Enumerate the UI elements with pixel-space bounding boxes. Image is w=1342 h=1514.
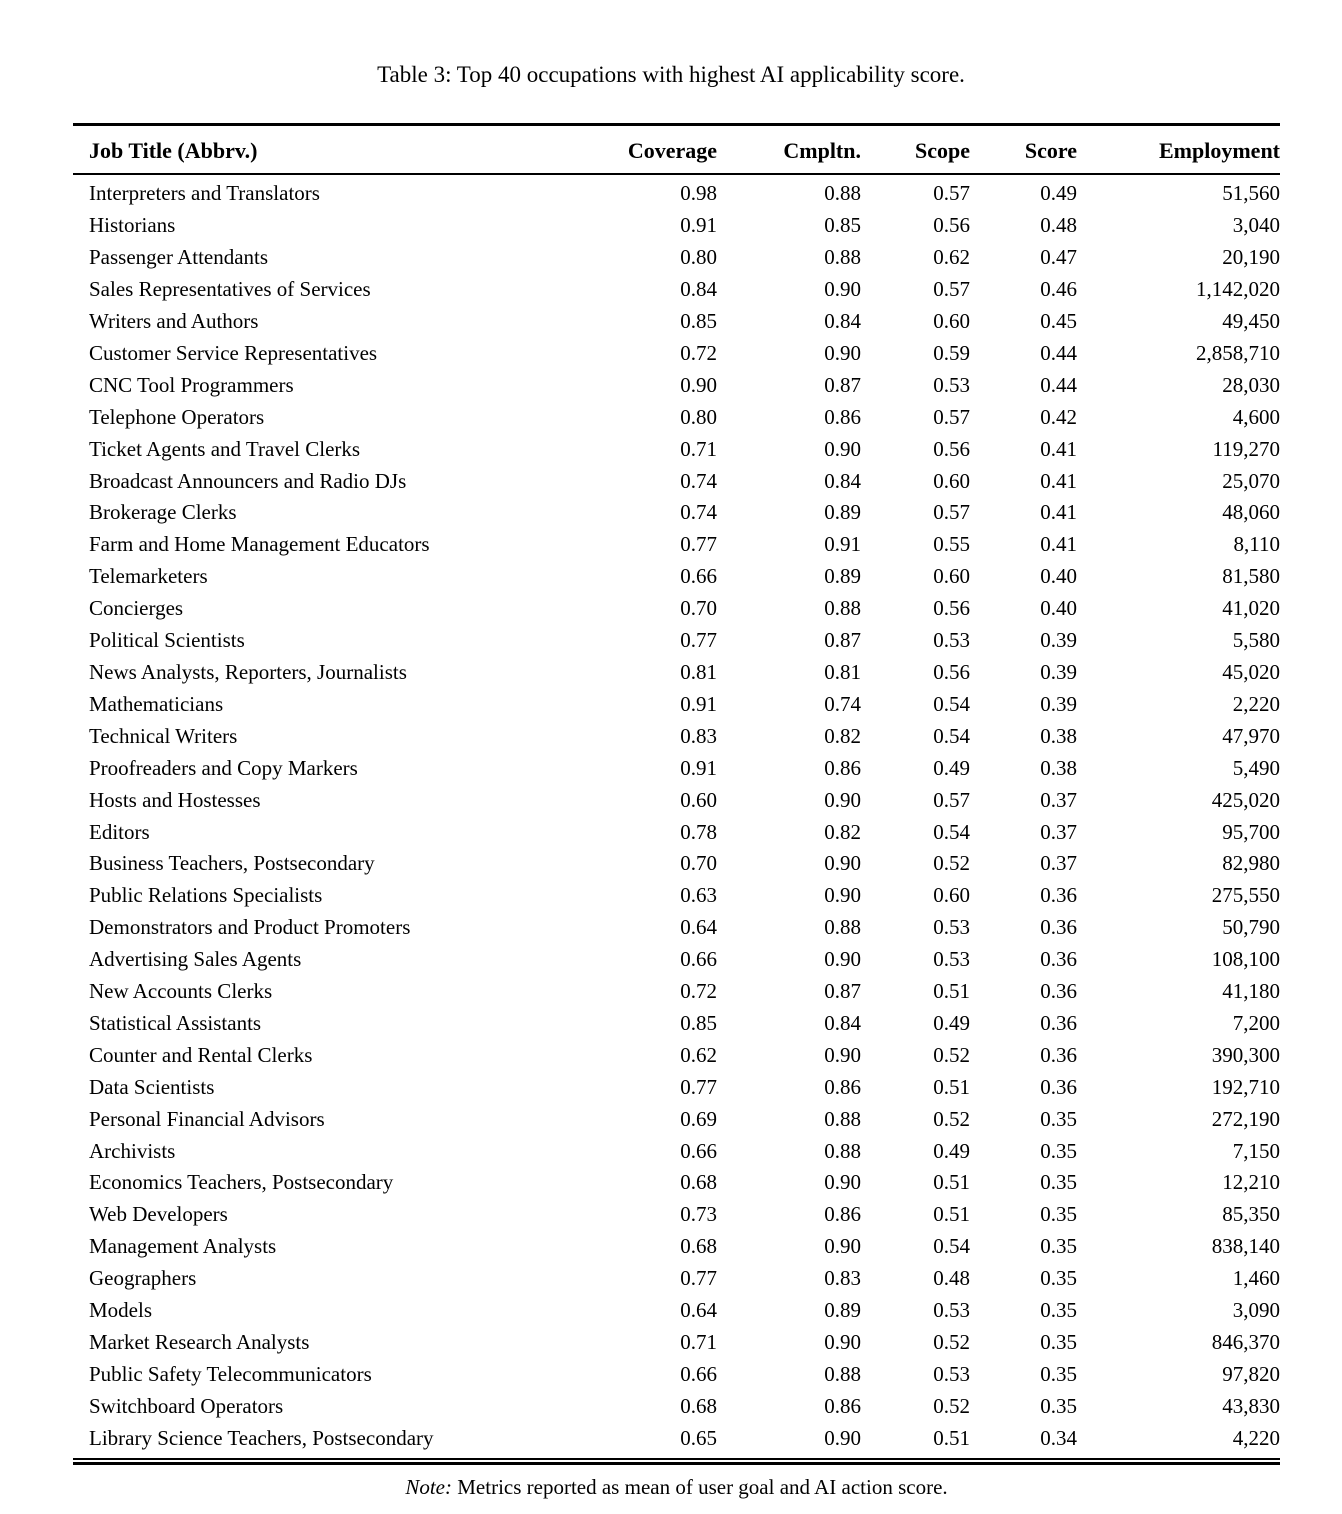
- scope-cell: 0.53: [933, 1298, 970, 1323]
- score-cell: 0.40: [1040, 564, 1077, 589]
- score-cell: 0.38: [1040, 723, 1077, 748]
- coverage-cell: 0.77: [680, 532, 717, 557]
- employment-cell: 20,190: [1222, 245, 1280, 270]
- employment-cell: 81,580: [1222, 564, 1280, 589]
- score-cell: 0.35: [1040, 1138, 1077, 1163]
- job-title-cell: Geographers: [89, 1266, 197, 1291]
- table-row: [73, 1167, 1280, 1199]
- table-row: [73, 1423, 1280, 1458]
- employment-cell: 45,020: [1222, 659, 1280, 684]
- cmpltn-cell: 0.90: [824, 1425, 861, 1450]
- coverage-cell: 0.77: [680, 1074, 717, 1099]
- score-cell: 0.36: [1040, 883, 1077, 908]
- table-row: [73, 306, 1280, 338]
- coverage-cell: 0.66: [680, 1361, 717, 1386]
- employment-cell: 4,600: [1232, 404, 1280, 429]
- score-cell: 0.35: [1040, 1298, 1077, 1323]
- column-header-employment: Employment: [1077, 125, 1280, 175]
- coverage-cell: 0.77: [680, 1266, 717, 1291]
- occupations-table: [73, 123, 1280, 1458]
- scope-cell: 0.57: [933, 500, 970, 525]
- score-cell: 0.36: [1040, 1074, 1077, 1099]
- job-title-cell: Public Relations Specialists: [89, 883, 323, 908]
- cmpltn-cell: 0.83: [824, 1266, 861, 1291]
- scope-cell: 0.52: [933, 1393, 970, 1418]
- table-body: [73, 174, 1280, 1457]
- coverage-cell: 0.81: [680, 659, 717, 684]
- coverage-cell: 0.66: [680, 564, 717, 589]
- job-title-cell: Telemarketers: [89, 564, 208, 589]
- employment-cell: 5,490: [1232, 755, 1280, 780]
- table-bottom-rule: [73, 1458, 1280, 1465]
- cmpltn-cell: 0.90: [824, 340, 861, 365]
- job-title-cell: Telephone Operators: [89, 404, 265, 429]
- scope-cell: 0.53: [933, 372, 970, 397]
- employment-cell: 49,450: [1222, 309, 1280, 334]
- coverage-cell: 0.66: [680, 947, 717, 972]
- job-title-cell: Statistical Assistants: [89, 1010, 262, 1035]
- table-row: [73, 1072, 1280, 1104]
- scope-cell: 0.54: [933, 691, 970, 716]
- column-header-score: Score: [970, 125, 1077, 175]
- coverage-cell: 0.68: [680, 1170, 717, 1195]
- employment-cell: 5,580: [1232, 628, 1280, 653]
- coverage-cell: 0.70: [680, 596, 717, 621]
- scope-cell: 0.60: [933, 883, 970, 908]
- job-title-cell: Proofreaders and Copy Markers: [89, 755, 358, 780]
- employment-cell: 25,070: [1222, 468, 1280, 493]
- coverage-cell: 0.91: [680, 691, 717, 716]
- scope-cell: 0.56: [933, 213, 970, 238]
- score-cell: 0.40: [1040, 596, 1077, 621]
- cmpltn-cell: 0.86: [824, 1393, 861, 1418]
- table-row: [73, 1263, 1280, 1295]
- coverage-cell: 0.74: [680, 500, 717, 525]
- job-title-cell: Sales Representatives of Services: [89, 277, 371, 302]
- employment-cell: 47,970: [1222, 723, 1280, 748]
- table-row: [73, 1040, 1280, 1072]
- cmpltn-cell: 0.90: [824, 277, 861, 302]
- job-title-cell: Public Safety Telecommunicators: [89, 1361, 372, 1386]
- table-row: [73, 721, 1280, 753]
- score-cell: 0.39: [1040, 628, 1077, 653]
- job-title-cell: CNC Tool Programmers: [89, 372, 294, 397]
- table-header: [73, 125, 1280, 175]
- job-title-cell: Library Science Teachers, Postsecondary: [89, 1425, 434, 1450]
- cmpltn-cell: 0.86: [824, 1202, 861, 1227]
- cmpltn-cell: 0.90: [824, 883, 861, 908]
- scope-cell: 0.57: [933, 181, 970, 206]
- table-row: [73, 1391, 1280, 1423]
- job-title-cell: Models: [89, 1298, 152, 1323]
- job-title-cell: Broadcast Announcers and Radio DJs: [89, 468, 407, 493]
- table-row: [73, 880, 1280, 912]
- table-row: [73, 912, 1280, 944]
- score-cell: 0.39: [1040, 691, 1077, 716]
- score-cell: 0.36: [1040, 979, 1077, 1004]
- cmpltn-cell: 0.88: [824, 915, 861, 940]
- coverage-cell: 0.68: [680, 1234, 717, 1259]
- score-cell: 0.35: [1040, 1361, 1077, 1386]
- cmpltn-cell: 0.81: [824, 659, 861, 684]
- cmpltn-cell: 0.82: [824, 819, 861, 844]
- coverage-cell: 0.64: [680, 915, 717, 940]
- occupations-table-container: [73, 123, 1280, 1500]
- cmpltn-cell: 0.88: [824, 1106, 861, 1131]
- table-row: [73, 848, 1280, 880]
- score-cell: 0.39: [1040, 659, 1077, 684]
- job-title-cell: Switchboard Operators: [89, 1393, 284, 1418]
- score-cell: 0.47: [1040, 245, 1077, 270]
- cmpltn-cell: 0.86: [824, 755, 861, 780]
- table-row: [73, 1008, 1280, 1040]
- employment-cell: 41,020: [1222, 596, 1280, 621]
- score-cell: 0.35: [1040, 1266, 1077, 1291]
- coverage-cell: 0.91: [680, 755, 717, 780]
- employment-cell: 82,980: [1222, 851, 1280, 876]
- scope-cell: 0.49: [933, 1138, 970, 1163]
- employment-cell: 1,460: [1232, 1266, 1280, 1291]
- employment-cell: 51,560: [1222, 181, 1280, 206]
- cmpltn-cell: 0.90: [824, 851, 861, 876]
- score-cell: 0.41: [1040, 500, 1077, 525]
- scope-cell: 0.62: [933, 245, 970, 270]
- scope-cell: 0.52: [933, 1330, 970, 1355]
- scope-cell: 0.54: [933, 1234, 970, 1259]
- cmpltn-cell: 0.84: [824, 309, 861, 334]
- cmpltn-cell: 0.74: [824, 691, 861, 716]
- score-cell: 0.44: [1040, 340, 1077, 365]
- score-cell: 0.44: [1040, 372, 1077, 397]
- coverage-cell: 0.63: [680, 883, 717, 908]
- employment-cell: 7,150: [1232, 1138, 1280, 1163]
- job-title-cell: Hosts and Hostesses: [89, 787, 261, 812]
- table-row: [73, 593, 1280, 625]
- employment-cell: 425,020: [1211, 787, 1280, 812]
- score-cell: 0.35: [1040, 1202, 1077, 1227]
- table-row: [73, 338, 1280, 370]
- coverage-cell: 0.71: [680, 1330, 717, 1355]
- column-header-cmpltn: Cmpltn.: [717, 125, 861, 175]
- cmpltn-cell: 0.88: [824, 1138, 861, 1163]
- coverage-cell: 0.73: [680, 1202, 717, 1227]
- job-title-cell: Editors: [89, 819, 150, 844]
- table-row: [73, 785, 1280, 817]
- job-title-cell: Archivists: [89, 1138, 176, 1163]
- coverage-cell: 0.84: [680, 277, 717, 302]
- employment-cell: 3,040: [1232, 213, 1280, 238]
- scope-cell: 0.49: [933, 755, 970, 780]
- scope-cell: 0.53: [933, 1361, 970, 1386]
- column-header-job-title: Job Title (Abbrv.): [73, 125, 530, 175]
- job-title-cell: Political Scientists: [89, 628, 245, 653]
- scope-cell: 0.51: [933, 1170, 970, 1195]
- employment-cell: 85,350: [1222, 1202, 1280, 1227]
- cmpltn-cell: 0.86: [824, 1074, 861, 1099]
- cmpltn-cell: 0.89: [824, 1298, 861, 1323]
- cmpltn-cell: 0.87: [824, 979, 861, 1004]
- table-row: [73, 976, 1280, 1008]
- score-cell: 0.36: [1040, 1042, 1077, 1067]
- job-title-cell: Economics Teachers, Postsecondary: [89, 1170, 394, 1195]
- table-row: [73, 1104, 1280, 1136]
- cmpltn-cell: 0.88: [824, 245, 861, 270]
- cmpltn-cell: 0.90: [824, 947, 861, 972]
- coverage-cell: 0.71: [680, 436, 717, 461]
- coverage-cell: 0.85: [680, 1010, 717, 1035]
- score-cell: 0.37: [1040, 851, 1077, 876]
- scope-cell: 0.56: [933, 436, 970, 461]
- employment-cell: 43,830: [1222, 1393, 1280, 1418]
- table-row: [73, 370, 1280, 402]
- score-cell: 0.41: [1040, 436, 1077, 461]
- coverage-cell: 0.83: [680, 723, 717, 748]
- scope-cell: 0.60: [933, 468, 970, 493]
- employment-cell: 95,700: [1222, 819, 1280, 844]
- table-row: [73, 817, 1280, 849]
- cmpltn-cell: 0.90: [824, 1042, 861, 1067]
- scope-cell: 0.60: [933, 564, 970, 589]
- employment-cell: 8,110: [1233, 532, 1280, 557]
- job-title-cell: Customer Service Representatives: [89, 340, 378, 365]
- score-cell: 0.35: [1040, 1106, 1077, 1131]
- table-row: [73, 657, 1280, 689]
- job-title-cell: Personal Financial Advisors: [89, 1106, 325, 1131]
- job-title-cell: Mathematicians: [89, 691, 224, 716]
- cmpltn-cell: 0.87: [824, 628, 861, 653]
- table-row: [73, 561, 1280, 593]
- job-title-cell: New Accounts Clerks: [89, 979, 273, 1004]
- coverage-cell: 0.98: [680, 181, 717, 206]
- employment-cell: 390,300: [1211, 1042, 1280, 1067]
- employment-cell: 1,142,020: [1196, 277, 1280, 302]
- scope-cell: 0.59: [933, 340, 970, 365]
- table-row: [73, 753, 1280, 785]
- scope-cell: 0.53: [933, 628, 970, 653]
- score-cell: 0.42: [1040, 404, 1077, 429]
- job-title-cell: Technical Writers: [89, 723, 238, 748]
- employment-cell: 48,060: [1222, 500, 1280, 525]
- scope-cell: 0.55: [933, 532, 970, 557]
- score-cell: 0.37: [1040, 787, 1077, 812]
- cmpltn-cell: 0.90: [824, 1170, 861, 1195]
- table-row: [73, 1295, 1280, 1327]
- table-row: [73, 689, 1280, 721]
- scope-cell: 0.56: [933, 659, 970, 684]
- employment-cell: 272,190: [1211, 1106, 1280, 1131]
- scope-cell: 0.51: [933, 979, 970, 1004]
- score-cell: 0.49: [1040, 181, 1077, 206]
- score-cell: 0.38: [1040, 755, 1077, 780]
- scope-cell: 0.52: [933, 851, 970, 876]
- employment-cell: 3,090: [1232, 1298, 1280, 1323]
- scope-cell: 0.57: [933, 277, 970, 302]
- coverage-cell: 0.91: [680, 213, 717, 238]
- cmpltn-cell: 0.88: [824, 1361, 861, 1386]
- coverage-cell: 0.60: [680, 787, 717, 812]
- score-cell: 0.36: [1040, 1010, 1077, 1035]
- employment-cell: 2,220: [1232, 691, 1280, 716]
- score-cell: 0.35: [1040, 1393, 1077, 1418]
- score-cell: 0.34: [1040, 1425, 1077, 1450]
- cmpltn-cell: 0.89: [824, 564, 861, 589]
- job-title-cell: Concierges: [89, 596, 184, 621]
- note-label: Note:: [405, 1474, 452, 1499]
- table-row: [73, 944, 1280, 976]
- cmpltn-cell: 0.88: [824, 181, 861, 206]
- table-row: [73, 242, 1280, 274]
- scope-cell: 0.60: [933, 309, 970, 334]
- scope-cell: 0.57: [933, 787, 970, 812]
- coverage-cell: 0.80: [680, 404, 717, 429]
- job-title-cell: Historians: [89, 213, 176, 238]
- scope-cell: 0.51: [933, 1202, 970, 1227]
- score-cell: 0.36: [1040, 947, 1077, 972]
- job-title-cell: Interpreters and Translators: [89, 181, 320, 206]
- score-cell: 0.45: [1040, 309, 1077, 334]
- table-row: [73, 1359, 1280, 1391]
- job-title-cell: Counter and Rental Clerks: [89, 1042, 313, 1067]
- scope-cell: 0.52: [933, 1042, 970, 1067]
- employment-cell: 50,790: [1222, 915, 1280, 940]
- score-cell: 0.41: [1040, 468, 1077, 493]
- table-row: [73, 1327, 1280, 1359]
- scope-cell: 0.48: [933, 1266, 970, 1291]
- coverage-cell: 0.66: [680, 1138, 717, 1163]
- coverage-cell: 0.65: [680, 1425, 717, 1450]
- job-title-cell: Management Analysts: [89, 1234, 277, 1259]
- column-header-coverage: Coverage: [530, 125, 717, 175]
- employment-cell: 97,820: [1222, 1361, 1280, 1386]
- score-cell: 0.35: [1040, 1330, 1077, 1355]
- column-header-scope: Scope: [861, 125, 970, 175]
- job-title-cell: Market Research Analysts: [89, 1330, 310, 1355]
- employment-cell: 275,550: [1211, 883, 1280, 908]
- score-cell: 0.46: [1040, 277, 1077, 302]
- employment-cell: 846,370: [1211, 1330, 1280, 1355]
- table-row: [73, 466, 1280, 498]
- employment-cell: 41,180: [1222, 979, 1280, 1004]
- table-row: [73, 1231, 1280, 1263]
- table-row: [73, 274, 1280, 306]
- scope-cell: 0.57: [933, 404, 970, 429]
- table-caption: Table 3: Top 40 occupations with highest AI applicability score.: [377, 62, 965, 87]
- job-title-cell: Writers and Authors: [89, 309, 259, 334]
- cmpltn-cell: 0.91: [824, 532, 861, 557]
- employment-cell: 192,710: [1211, 1074, 1280, 1099]
- scope-cell: 0.54: [933, 819, 970, 844]
- employment-cell: 28,030: [1222, 372, 1280, 397]
- coverage-cell: 0.72: [680, 340, 717, 365]
- table-row: [73, 434, 1280, 466]
- coverage-cell: 0.90: [680, 372, 717, 397]
- employment-cell: 4,220: [1232, 1425, 1280, 1450]
- note-text: Metrics reported as mean of user goal and AI action score.: [452, 1474, 948, 1499]
- cmpltn-cell: 0.84: [824, 1010, 861, 1035]
- scope-cell: 0.49: [933, 1010, 970, 1035]
- header-row: [73, 125, 1280, 175]
- scope-cell: 0.53: [933, 915, 970, 940]
- cmpltn-cell: 0.85: [824, 213, 861, 238]
- score-cell: 0.48: [1040, 213, 1077, 238]
- employment-cell: 7,200: [1232, 1010, 1280, 1035]
- score-cell: 0.41: [1040, 532, 1077, 557]
- table-row: [73, 497, 1280, 529]
- table-row: [73, 1136, 1280, 1168]
- employment-cell: 108,100: [1211, 947, 1280, 972]
- job-title-cell: Business Teachers, Postsecondary: [89, 851, 375, 876]
- table-row: [73, 625, 1280, 657]
- job-title-cell: Farm and Home Management Educators: [89, 532, 430, 557]
- scope-cell: 0.52: [933, 1106, 970, 1131]
- coverage-cell: 0.70: [680, 851, 717, 876]
- scope-cell: 0.51: [933, 1425, 970, 1450]
- scope-cell: 0.53: [933, 947, 970, 972]
- job-title-cell: Brokerage Clerks: [89, 500, 237, 525]
- coverage-cell: 0.78: [680, 819, 717, 844]
- employment-cell: 2,858,710: [1196, 340, 1280, 365]
- table-row: [73, 1199, 1280, 1231]
- cmpltn-cell: 0.90: [824, 787, 861, 812]
- cmpltn-cell: 0.87: [824, 372, 861, 397]
- table-row: [73, 174, 1280, 210]
- score-cell: 0.35: [1040, 1234, 1077, 1259]
- cmpltn-cell: 0.90: [824, 436, 861, 461]
- table-row: [73, 210, 1280, 242]
- cmpltn-cell: 0.82: [824, 723, 861, 748]
- table-row: [73, 402, 1280, 434]
- job-title-cell: News Analysts, Reporters, Journalists: [89, 659, 407, 684]
- employment-cell: 12,210: [1222, 1170, 1280, 1195]
- job-title-cell: Web Developers: [89, 1202, 228, 1227]
- job-title-cell: Advertising Sales Agents: [89, 947, 302, 972]
- score-cell: 0.35: [1040, 1170, 1077, 1195]
- score-cell: 0.36: [1040, 915, 1077, 940]
- job-title-cell: Passenger Attendants: [89, 245, 269, 270]
- cmpltn-cell: 0.90: [824, 1234, 861, 1259]
- coverage-cell: 0.85: [680, 309, 717, 334]
- scope-cell: 0.51: [933, 1074, 970, 1099]
- coverage-cell: 0.64: [680, 1298, 717, 1323]
- job-title-cell: Demonstrators and Product Promoters: [89, 915, 411, 940]
- coverage-cell: 0.77: [680, 628, 717, 653]
- cmpltn-cell: 0.90: [824, 1330, 861, 1355]
- coverage-cell: 0.69: [680, 1106, 717, 1131]
- coverage-cell: 0.74: [680, 468, 717, 493]
- scope-cell: 0.56: [933, 596, 970, 621]
- cmpltn-cell: 0.89: [824, 500, 861, 525]
- table-note: [73, 1475, 1280, 1500]
- cmpltn-cell: 0.84: [824, 468, 861, 493]
- employment-cell: 838,140: [1211, 1234, 1280, 1259]
- coverage-cell: 0.68: [680, 1393, 717, 1418]
- scope-cell: 0.54: [933, 723, 970, 748]
- employment-cell: 119,270: [1212, 436, 1280, 461]
- cmpltn-cell: 0.88: [824, 596, 861, 621]
- coverage-cell: 0.72: [680, 979, 717, 1004]
- job-title-cell: Ticket Agents and Travel Clerks: [89, 436, 361, 461]
- cmpltn-cell: 0.86: [824, 404, 861, 429]
- score-cell: 0.37: [1040, 819, 1077, 844]
- table-row: [73, 529, 1280, 561]
- coverage-cell: 0.80: [680, 245, 717, 270]
- job-title-cell: Data Scientists: [89, 1074, 215, 1099]
- coverage-cell: 0.62: [680, 1042, 717, 1067]
